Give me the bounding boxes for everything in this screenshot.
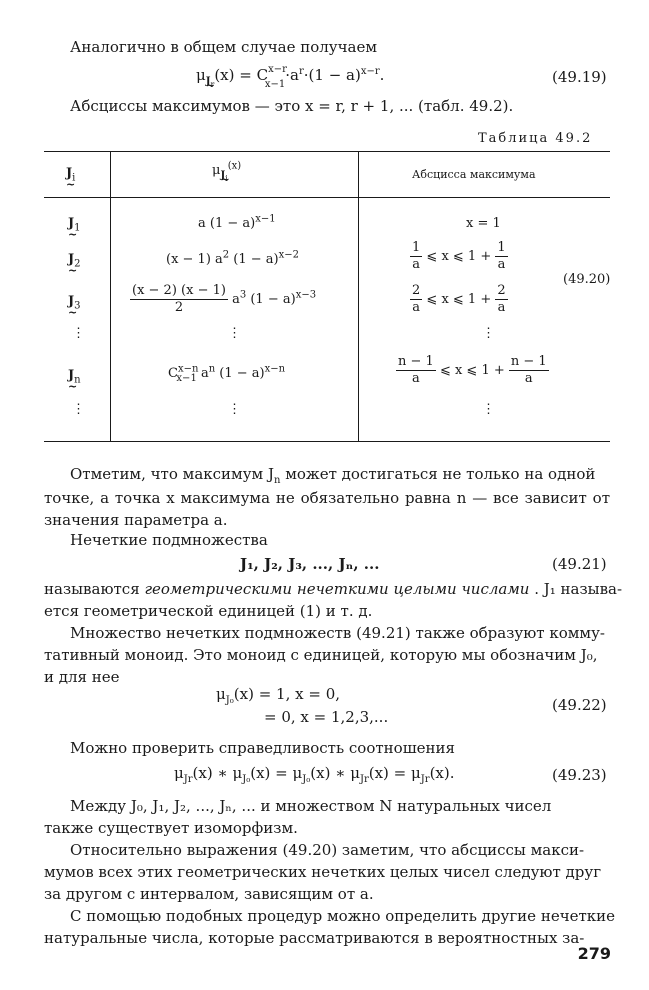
table-row-abs1: x = 1 [466,216,501,231]
table-vdots: ⋮ [228,402,241,417]
table-row-abs3: $\frac{2}{a}$ ⩽ x ⩽ 1 + $\frac{2}{a}$ [412,283,506,315]
paragraph-s-pomosh-1: С помощью подобных процедур можно определить другие нечеткие [70,907,616,925]
equation-49-21: J₁, J₂, J₃, ..., Jₙ, ... [240,555,380,573]
equation-49-23: $\mu_{Jr}(x)$ ∗ $\mu_{J_0}(x) = \mu_{J_0}(x)$ ∗ $\mu_{Jr}(x) = \mu_{Jr}(x)$. [174,764,455,785]
equation-49-19: $\mu_{J_r}(x) = C^{x-r}_{x-1}\cdot a^r\cdot(1 - a)^{x-r}$. [196,64,385,90]
table-vdots: ⋮ [482,402,495,417]
equation-number: (49.23) [552,766,607,784]
paragraph-intro: Аналогично в общем случае получаем [70,38,378,56]
table-vdots: ⋮ [72,402,85,417]
table-header-mu: $\mu_{J_i}^{(x)}$ [212,160,242,183]
paragraph-otmetim-1: Отметим, что максимум $J_n$ может достигаться не только на одной [70,465,596,486]
table-col-divider [358,152,359,441]
paragraph-mezhdu-1: Между J₀, J₁, J₂, ..., Jₙ, ... и множеством N натуральных чисел [70,797,552,815]
table-vdots: ⋮ [482,326,495,341]
paragraph-mezhdu-2: также существует изоморфизм. [44,819,298,837]
table-row-j1: J $\sim_1$ [68,216,81,231]
equation-number: (49.21) [552,555,607,573]
paragraph-nazyv-1: называются геометрическими нечеткими целыми числами . J₁ называ- [44,580,623,598]
table-vdots: ⋮ [228,326,241,341]
table-row-j2: J $\sim_2$ [68,252,81,267]
table-col-divider [110,152,111,441]
equation-number: (49.22) [552,696,607,714]
equation-49-22-line1: $\mu_{J_0}(x) = 1$, x = 0, [216,685,341,706]
table-header-rule [44,197,610,198]
table-top-rule [44,151,610,152]
equation-number: (49.20) [563,272,611,287]
paragraph-s-pomosh-2: натуральные числа, которые рассматриваются в вероятностных за- [44,929,585,947]
paragraph-otnos-3: за другом с интервалом, зависящим от a. [44,885,374,903]
table-row-jn: J $\sim_n$ [68,368,81,383]
table-caption: Таблица 49.2 [478,131,593,146]
table-header-ji: J $\sim_i$ [66,166,75,181]
equation-number: (49.19) [552,68,607,86]
table-row-j3: J $\sim_3$ [68,294,81,309]
table-row-mun: $C^{x-n}_{x-1}$ $a^n$ $(1 - a)^{x-n}$ [168,363,286,384]
equation-49-22-line2: = 0, x = 1,2,3,... [264,708,389,726]
paragraph-mnozh-2: тативный моноид. Это моноид с единицей, которую мы обозначим J₀, [44,646,598,664]
paragraph-otnos-1: Относительно выражения (49.20) заметим, что абсциссы макси- [70,841,585,859]
table-row-mu1: a $(1 - a)^{x-1}$ [198,213,276,231]
table-header-abscissa: Абсцисса максимума [412,168,536,181]
table-row-abs2: $\frac{1}{a}$ ⩽ x ⩽ 1 + $\frac{1}{a}$ [412,240,506,272]
paragraph-mozhno: Можно проверить справедливость соотношения [70,739,455,757]
table-vdots: ⋮ [72,326,85,341]
paragraph-mnozh-3: и для нее [44,668,120,686]
paragraph-nechetkie: Нечеткие подмножества [70,531,268,549]
table-row-mu3: $\frac{(x - 2) (x - 1)}{2}$ $a^3$ $(1 - a)^{x-3}$ [132,283,317,315]
paragraph-otmetim-2: точке, а точка x максимума не обязательно равна n — все зависит от [44,489,610,507]
paragraph-abscissas: Абсциссы максимумов — это x = r, r + 1, ... (табл. 49.2). [70,97,514,115]
page-number: 279 [577,944,611,963]
table-row-absn: $\frac{n - 1}{a}$ ⩽ x ⩽ 1 + $\frac{n - 1}{a}$ [398,354,547,386]
paragraph-otnos-2: мумов всех этих геометрических нечетких целых чисел следуют друг [44,863,602,881]
paragraph-nazyv-2: ется геометрической единицей (1) и т. д. [44,602,373,620]
paragraph-otmetim-3: значения параметра a. [44,511,228,529]
paragraph-mnozh-1: Множество нечетких подмножеств (49.21) также образуют комму- [70,624,605,642]
table-bottom-rule [44,441,610,442]
table-row-mu2: (x − 1) $a^2$ $(1 - a)^{x-2}$ [166,249,300,267]
